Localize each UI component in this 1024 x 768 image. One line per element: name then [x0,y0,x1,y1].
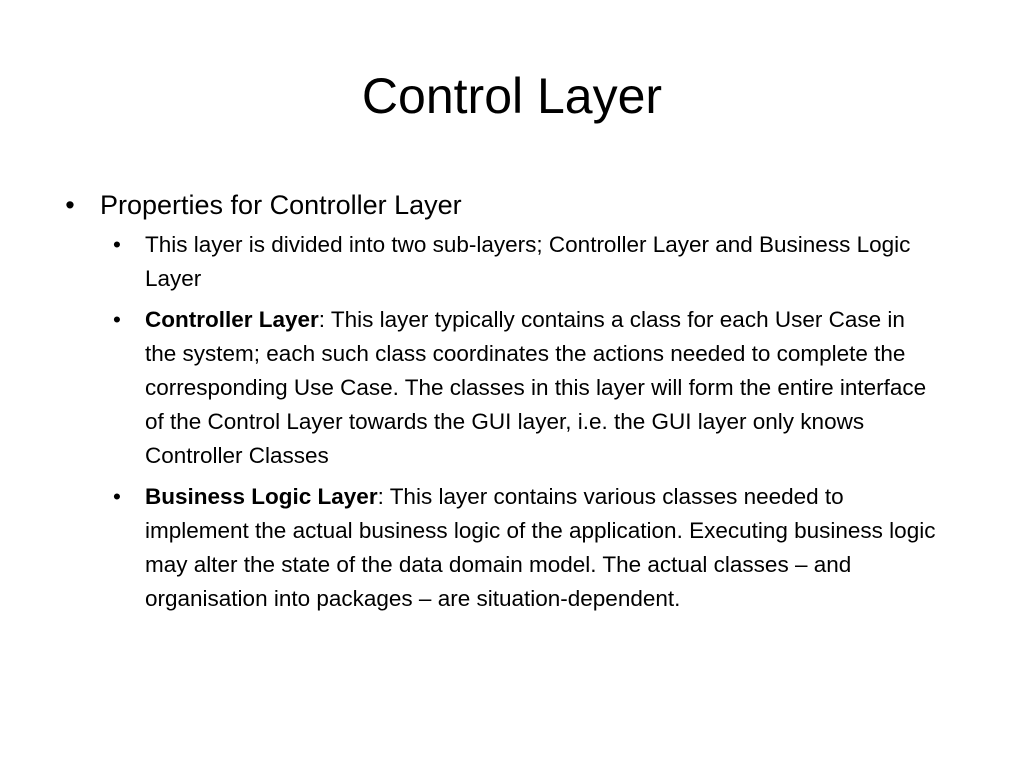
sub-bullet-text: : This layer contains various classes needed to implement the actual business logic of the application. Executing business logic may alter the state of the data domain model. The actual classes – and organisation into packages – are situation-dependent. [145,484,936,611]
sub-bullet-term: Controller Layer [145,307,319,332]
bullet-level1-text: Properties for Controller Layer [100,190,462,220]
sub-bullet-text: : This layer typically contains a class for each User Case in the system; each such class coordinates the actions needed to complete the corresponding Use Case. The classes in this layer will form the entire interface of the Control Layer towards the GUI layer, i.e. the GUI layer only knows Controller Classes [145,307,927,468]
sub-bullet-text: This layer is divided into two sub-layers; Controller Layer and Business Logic Layer [145,232,911,291]
sub-bullet-term: Business Logic Layer [145,484,378,509]
sub-bullet-item [105,303,940,473]
bullet-dot-icon: • [113,484,121,509]
sub-bullet-item [105,228,940,296]
bullet-level1 [60,186,940,224]
sub-bullet-item [105,480,940,616]
slide-body [60,186,940,623]
sub-bullet-list [60,228,940,616]
bullet-dot-icon: • [113,232,121,257]
bullet-dot-icon: • [65,190,75,220]
bullet-dot-icon: • [113,307,121,332]
slide-title: Control Layer [361,68,663,124]
